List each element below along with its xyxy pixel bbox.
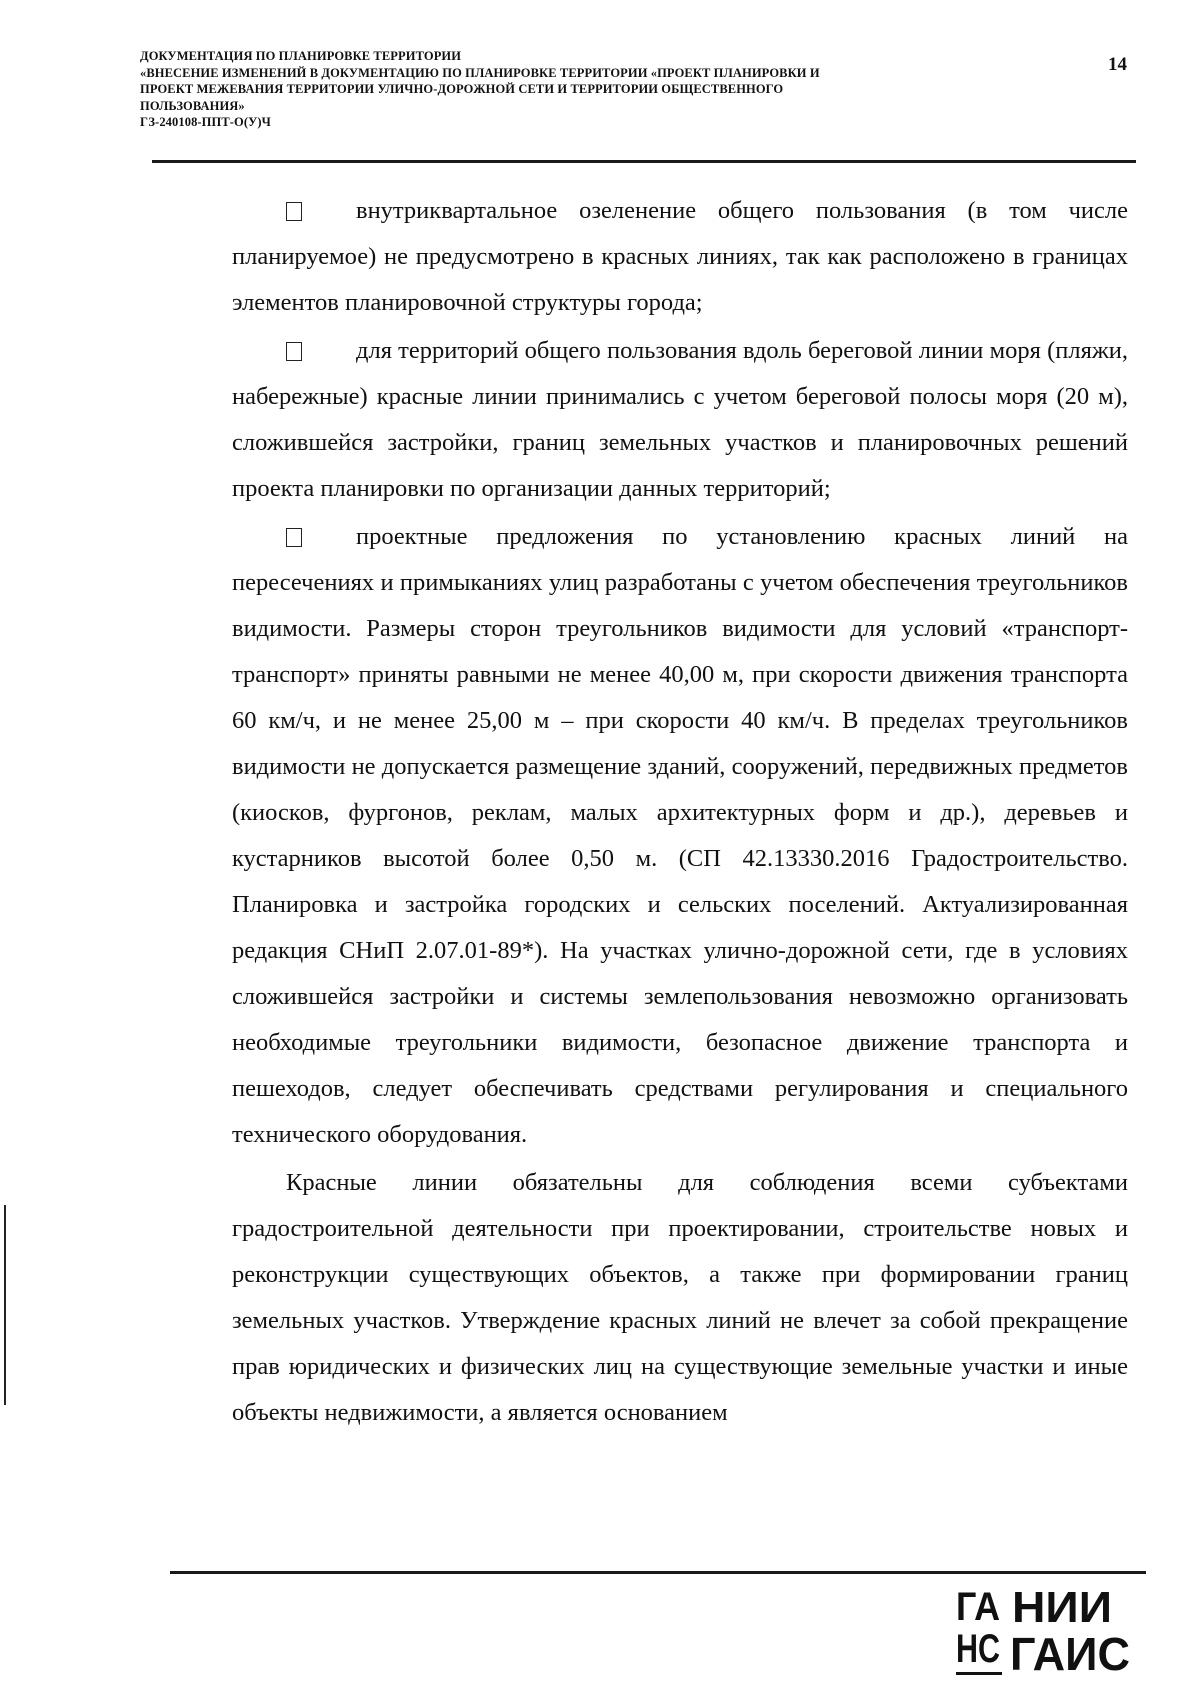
bullet-text: внутриквартальное озеленение общего пользования (в том числе планируемое) не предусмотрено в красных линиях, так как расположено в границах элементов планировочной структуры города; bbox=[232, 197, 1128, 316]
header-line: ПРОЕКТ МЕЖЕВАНИЯ ТЕРРИТОРИИ УЛИЧНО-ДОРОЖНОЙ СЕТИ И ТЕРРИТОРИИ ОБЩЕСТВЕННОГО bbox=[140, 82, 784, 96]
header-line: «ВНЕСЕНИЕ ИЗМЕНЕНИЙ В ДОКУМЕНТАЦИЮ ПО ПЛАНИРОВКЕ ТЕРРИТОРИИ «ПРОЕКТ ПЛАНИРОВКИ И bbox=[140, 65, 820, 80]
bullet-item bbox=[232, 514, 1128, 1158]
document-header bbox=[140, 48, 1000, 131]
bullet-item bbox=[232, 328, 1128, 512]
header-line: ДОКУМЕНТАЦИЯ ПО ПЛАНИРОВКЕ ТЕРРИТОРИИ bbox=[140, 49, 462, 63]
bullet-text: проектные предложения по установлению красных линий на пересечениях и примыканиях улиц разработаны с учетом обеспечения треугольников видимости. Размеры сторон треугольников видимости для условий «транспорт-транспорт» приняты равными не менее 40,00 м, при скорости движения транспорта 60 км/ч, и не менее 25,00 м – при скорости 40 км/ч. В пределах треугольников видимости не допускается размещение зданий, сооружений, передвижных предметов (киосков, фургонов, реклам, малых архитектурных форм и др.), деревьев и кустарников высотой более 0,50 м. (СП 42.13330.2016 Градостроительство. Планировка и застройка городских и сельских поселений. Актуализированная редакция СНиП 2.07.01-89*). На участках улично-дорожной сети, где в условиях сложившейся застройки и системы землепользования невозможно организовать необходимые треугольники видимости, безопасное движение транспорта и пешеходов, следует обеспечивать средствами регулирования и специального технического оборудования. bbox=[232, 523, 1128, 1148]
body-paragraph: Красные линии обязательны для соблюдения всеми субъектами градостроительной деятельности при проектировании, строительстве новых и реконструкции существующих объектов, а также при формировании границ земельных участков. Утверждение красных линий не влечет за собой прекращение прав юридических и физических лиц на существующие земельные участки и иные объекты недвижимости, а является основанием bbox=[232, 1169, 1128, 1426]
checkbox-bullet-icon bbox=[286, 342, 302, 361]
logo-name-bottom: ГАИС bbox=[1010, 1628, 1130, 1680]
logo-mark-top: ГА bbox=[956, 1585, 1000, 1629]
checkbox-bullet-icon bbox=[286, 202, 302, 221]
footer-divider bbox=[170, 1571, 1146, 1574]
logo-mark-bottom: НС bbox=[956, 1627, 1000, 1671]
header-line: ПОЛЬЗОВАНИЯ» bbox=[140, 98, 245, 113]
logo-name-top: НИИ bbox=[1012, 1583, 1112, 1632]
bullet-text: для территорий общего пользования вдоль береговой линии моря (пляжи, набережные) красные линии принимались с учетом береговой полосы моря (20 м), сложившейся застройки, границ земельных участков и планировочных решений проекта планировки по организации данных территорий; bbox=[232, 337, 1128, 502]
scan-margin-mark bbox=[4, 1205, 6, 1405]
niigais-logo bbox=[956, 1582, 1136, 1682]
page-number: 14 bbox=[1108, 54, 1127, 75]
document-code: ГЗ-240108-ППТ-О(У)Ч bbox=[140, 115, 271, 129]
document-body bbox=[232, 188, 1128, 1438]
bullet-item bbox=[232, 188, 1128, 326]
checkbox-bullet-icon bbox=[286, 528, 302, 547]
header-divider bbox=[152, 160, 1136, 163]
